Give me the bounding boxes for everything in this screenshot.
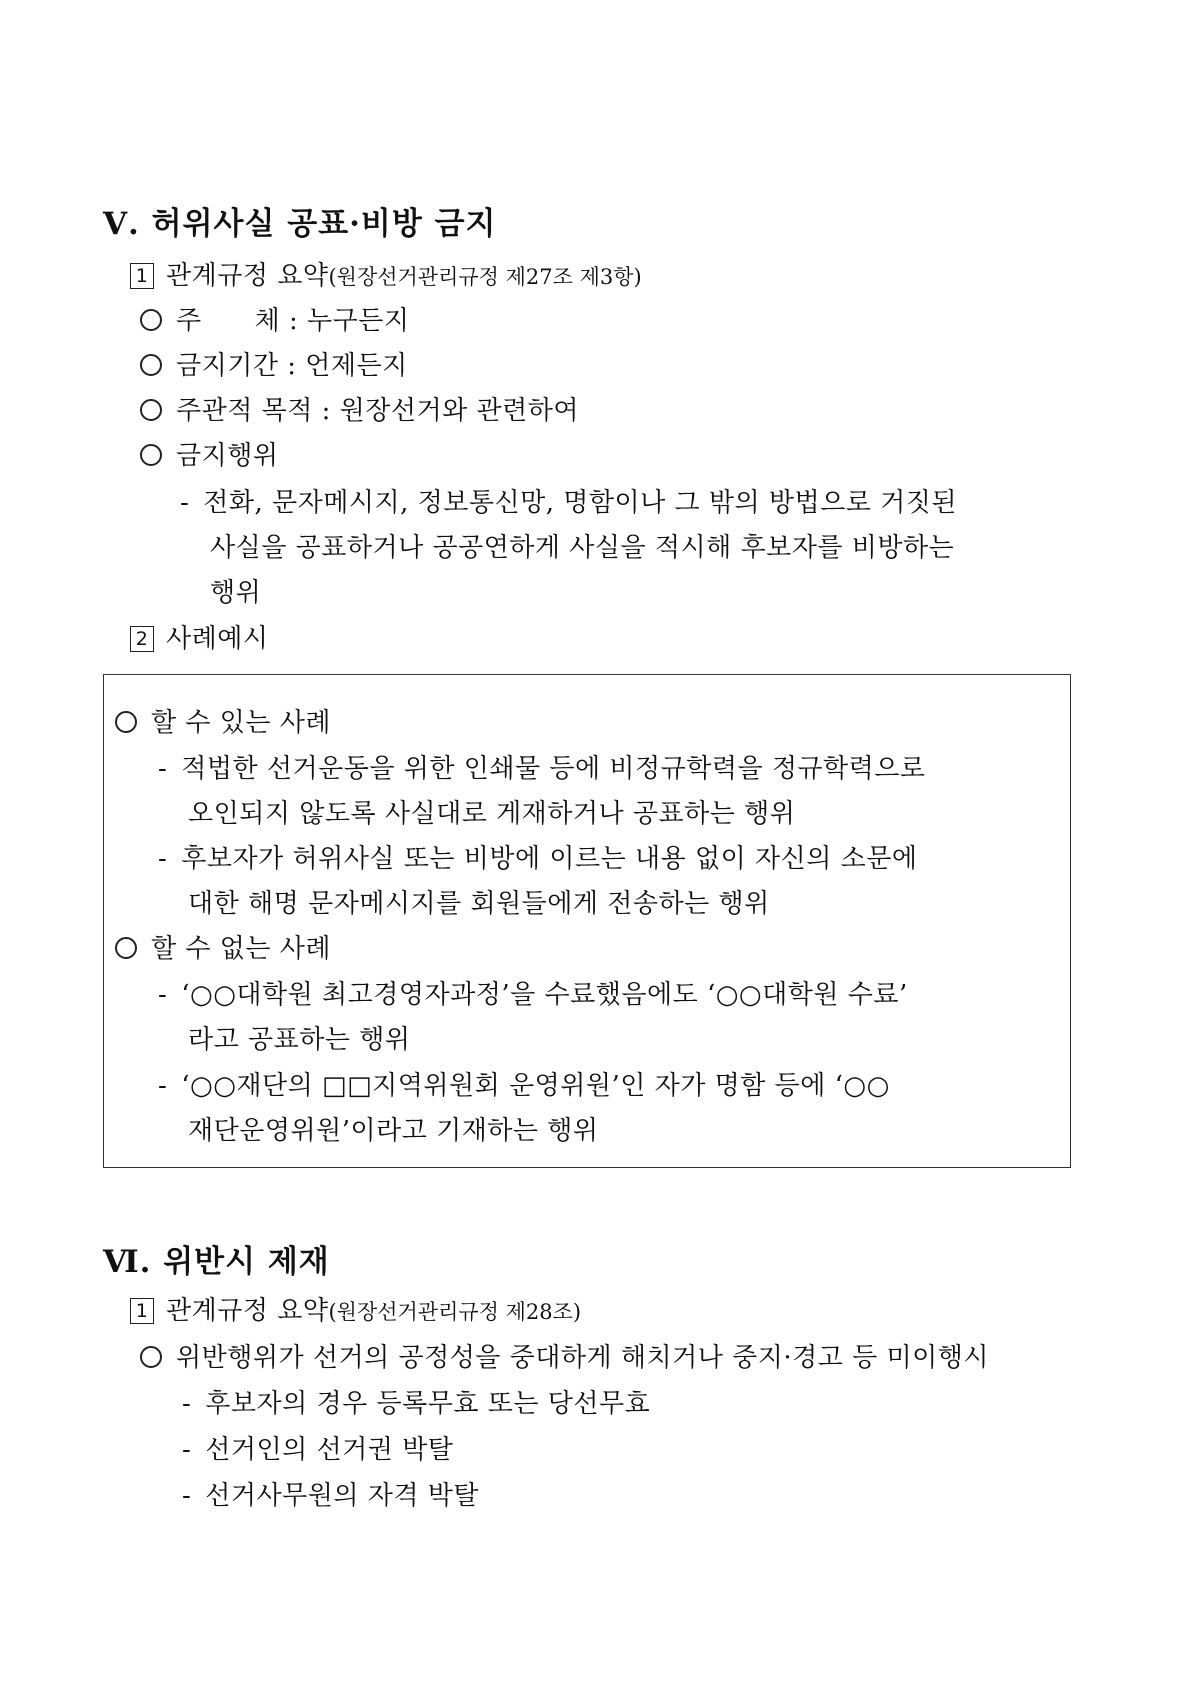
- item-prohibited-acts: [140, 435, 278, 472]
- allowed-case-2-line-2: 대한 해명 문자메시지를 회원들에게 전송하는 행위: [188, 889, 770, 919]
- case-text: 적법한 선거운동을 위한 인쇄물 등에 비정규학력을 정규학력으로: [181, 754, 926, 784]
- prohibited-line-1: [180, 482, 957, 519]
- dash-bullet: -: [158, 980, 168, 1010]
- forbidden-case-1-line-2: 라고 공표하는 행위: [188, 1025, 411, 1055]
- item-subject: [140, 300, 410, 337]
- condition-text: 위반행위가 선거의 공정성을 중대하게 해치거나 중지·경고 등 미이행시: [176, 1343, 989, 1373]
- forbidden-title-text: 할 수 없는 사례: [151, 934, 331, 964]
- item-separator: :: [312, 396, 340, 426]
- allowed-cases-title: [115, 702, 331, 739]
- circle-bullet-icon: [140, 309, 162, 331]
- case-examples-label: 사례예시: [166, 624, 269, 654]
- prohibited-text: 전화, 문자메시지, 정보통신망, 명함이나 그 밖의 방법으로 거짓된: [203, 488, 957, 518]
- forbidden-cases-title: [115, 928, 331, 965]
- allowed-case-1-line-2: 오인되지 않도록 사실대로 게재하거나 공표하는 행위: [188, 799, 796, 829]
- item-purpose: [140, 390, 579, 427]
- item-period: [140, 345, 408, 382]
- number-box-1: 1: [130, 263, 154, 289]
- circle-bullet-icon: [140, 399, 162, 421]
- item-key: 주관적 목적: [176, 396, 313, 426]
- forbidden-case-1-line-1: [158, 974, 908, 1011]
- dash-bullet: -: [182, 1481, 192, 1511]
- dash-bullet: -: [158, 1071, 168, 1101]
- circle-bullet-icon: [140, 444, 162, 466]
- item-key: 주 체: [176, 306, 281, 336]
- allowed-case-2-line-1: [158, 838, 917, 875]
- number-box-2: 2: [130, 626, 154, 652]
- item-value: 원장선거와 관련하여: [339, 396, 579, 426]
- item-separator: :: [280, 306, 308, 336]
- sanction-2: [182, 1429, 453, 1466]
- sanction-text: 후보자의 경우 등록무효 또는 당선무효: [205, 1389, 651, 1419]
- item-separator: :: [278, 351, 306, 381]
- sanction-text: 선거사무원의 자격 박탈: [205, 1481, 479, 1511]
- forbidden-case-2-line-2: 재단운영위원’이라고 기재하는 행위: [188, 1116, 599, 1146]
- circle-bullet-icon: [140, 354, 162, 376]
- regulation-reference: (원장선거관리규정 제27조 제3항): [328, 265, 642, 289]
- section-5-title: Ⅴ. 허위사실 공표·비방 금지: [103, 206, 497, 242]
- section-5-case-examples: [130, 618, 268, 655]
- allowed-case-1-line-1: [158, 748, 926, 785]
- item-value: 언제든지: [305, 351, 408, 381]
- allowed-title-text: 할 수 있는 사례: [151, 708, 331, 738]
- prohibited-line-2: 사실을 공표하거나 공공연하게 사실을 적시해 후보자를 비방하는: [210, 533, 955, 563]
- prohibited-line-3: 행위: [210, 578, 262, 608]
- sanction-3: [182, 1475, 479, 1512]
- regulation-summary-label: 관계규정 요약: [166, 261, 329, 291]
- item-value: 누구든지: [307, 306, 410, 336]
- number-box-1: 1: [130, 1298, 154, 1324]
- forbidden-case-2-line-1: [158, 1065, 890, 1102]
- dash-bullet: -: [158, 754, 168, 784]
- dash-bullet: -: [180, 488, 190, 518]
- sanction-1: [182, 1383, 650, 1420]
- case-text: ‘○○재단의 □□지역위원회 운영위원’인 자가 명함 등에 ‘○○: [181, 1071, 890, 1101]
- dash-bullet: -: [182, 1435, 192, 1465]
- dash-bullet: -: [182, 1389, 192, 1419]
- prohibited-label: 금지행위: [176, 441, 279, 471]
- item-key: 금지기간: [176, 351, 279, 381]
- section-6-regulation-summary: [130, 1290, 581, 1327]
- dash-bullet: -: [158, 844, 168, 874]
- case-text: 후보자가 허위사실 또는 비방에 이르는 내용 없이 자신의 소문에: [181, 844, 918, 874]
- section-6-title: Ⅵ. 위반시 제재: [103, 1244, 330, 1280]
- sanction-condition: [140, 1337, 989, 1374]
- circle-bullet-icon: [115, 937, 137, 959]
- regulation-summary-label: 관계규정 요약: [166, 1296, 329, 1326]
- circle-bullet-icon: [140, 1346, 162, 1368]
- sanction-text: 선거인의 선거권 박탈: [205, 1435, 454, 1465]
- circle-bullet-icon: [115, 711, 137, 733]
- regulation-reference: (원장선거관리규정 제28조): [328, 1300, 582, 1324]
- section-5-regulation-summary: [130, 255, 642, 292]
- case-text: ‘○○대학원 최고경영자과정’을 수료했음에도 ‘○○대학원 수료’: [181, 980, 908, 1010]
